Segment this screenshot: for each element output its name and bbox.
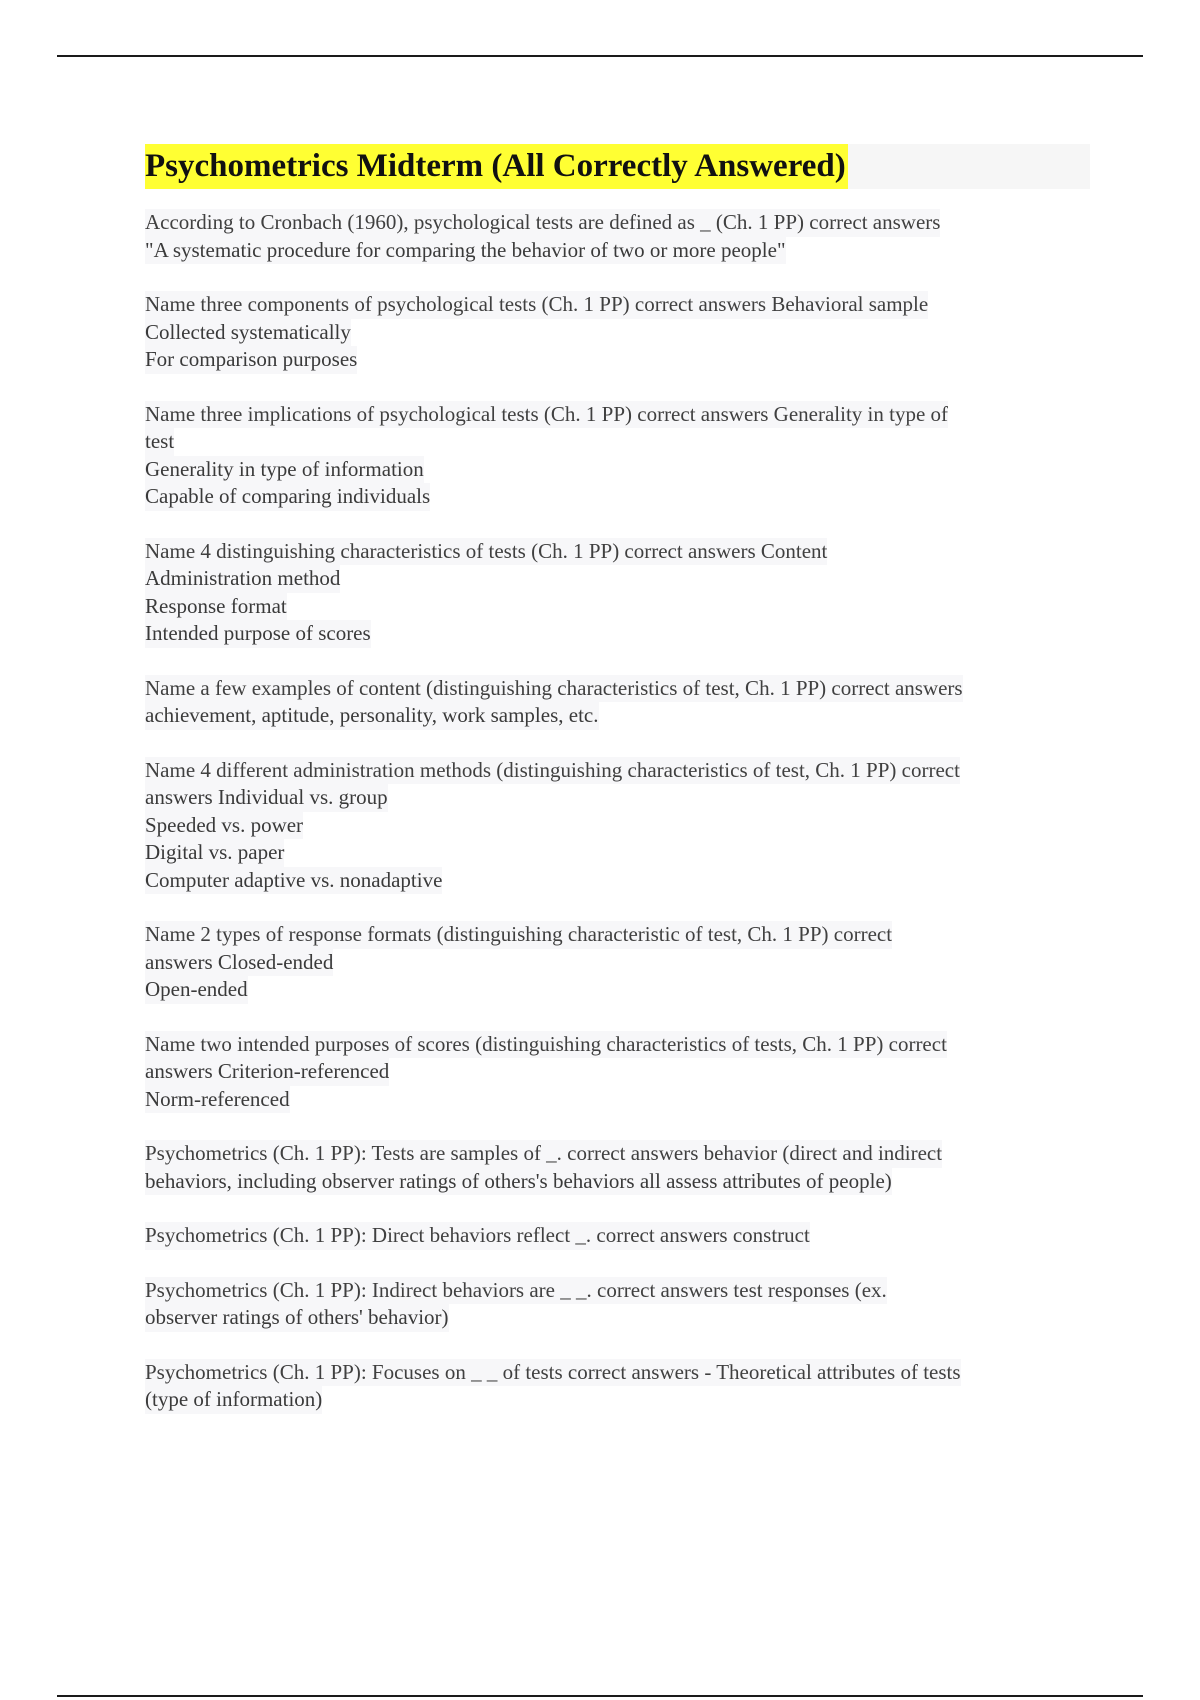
qa-item: [145, 757, 1090, 895]
qa-answer-line: Speeded vs. power: [145, 812, 303, 840]
qa-answer-line: test: [145, 428, 174, 456]
title-band: [145, 144, 1090, 189]
qa-answer-line: Digital vs. paper: [145, 839, 284, 867]
qa-answer-line: answers Individual vs. group: [145, 784, 388, 812]
qa-item: [145, 1277, 1090, 1332]
qa-item: [145, 1031, 1090, 1114]
qa-question-line: Name three implications of psychological tests (Ch. 1 PP) correct answers Generality in type of: [145, 401, 948, 429]
qa-item: [145, 921, 1090, 1004]
qa-answer-line: Norm-referenced: [145, 1086, 290, 1114]
qa-item: [145, 1222, 1090, 1250]
qa-question-line: Name a few examples of content (distinguishing characteristics of test, Ch. 1 PP) correct answers: [145, 675, 963, 703]
qa-answer-line: Collected systematically: [145, 319, 351, 347]
qa-list: [145, 209, 1090, 1414]
qa-question-line: Psychometrics (Ch. 1 PP): Tests are samples of _. correct answers behavior (direct and indirect: [145, 1140, 942, 1168]
qa-item: [145, 401, 1090, 511]
page-top-rule: [57, 55, 1143, 57]
qa-answer-line: behaviors, including observer ratings of others's behaviors all assess attributes of people): [145, 1168, 892, 1196]
document-title: Psychometrics Midterm (All Correctly Answered): [145, 144, 848, 189]
qa-question-line: Name 4 distinguishing characteristics of tests (Ch. 1 PP) correct answers Content: [145, 538, 827, 566]
qa-answer-line: Administration method: [145, 565, 340, 593]
qa-item: [145, 209, 1090, 264]
qa-answer-line: answers Criterion-referenced: [145, 1058, 389, 1086]
qa-answer-line: Intended purpose of scores: [145, 620, 371, 648]
qa-answer-line: Response format: [145, 593, 287, 621]
page-bottom-rule: [57, 1695, 1143, 1697]
qa-answer-line: For comparison purposes: [145, 346, 357, 374]
qa-item: [145, 291, 1090, 374]
qa-answer-line: observer ratings of others' behavior): [145, 1304, 449, 1332]
qa-question-line: Name 4 different administration methods (distinguishing characteristics of test, Ch. 1 PP) correct: [145, 757, 960, 785]
qa-question-line: Name three components of psychological tests (Ch. 1 PP) correct answers Behavioral sample: [145, 291, 928, 319]
qa-answer-line: (type of information): [145, 1386, 322, 1414]
qa-item: [145, 675, 1090, 730]
qa-answer-line: Capable of comparing individuals: [145, 483, 430, 511]
qa-item: [145, 1140, 1090, 1195]
qa-question-line: According to Cronbach (1960), psychological tests are defined as _ (Ch. 1 PP) correct answers: [145, 209, 940, 237]
qa-question-line: Name two intended purposes of scores (distinguishing characteristics of tests, Ch. 1 PP) correct: [145, 1031, 947, 1059]
document-body: [145, 144, 1090, 1441]
qa-question-line: Psychometrics (Ch. 1 PP): Direct behaviors reflect _. correct answers construct: [145, 1222, 810, 1250]
qa-item: [145, 1359, 1090, 1414]
qa-item: [145, 538, 1090, 648]
qa-answer-line: answers Closed-ended: [145, 949, 333, 977]
qa-question-line: Psychometrics (Ch. 1 PP): Focuses on _ _ of tests correct answers - Theoretical attributes of tests: [145, 1359, 961, 1387]
qa-question-line: Name 2 types of response formats (distinguishing characteristic of test, Ch. 1 PP) correct: [145, 921, 892, 949]
qa-question-line: Psychometrics (Ch. 1 PP): Indirect behaviors are _ _. correct answers test responses (ex.: [145, 1277, 887, 1305]
qa-answer-line: Open-ended: [145, 976, 248, 1004]
qa-answer-line: Computer adaptive vs. nonadaptive: [145, 867, 442, 895]
qa-answer-line: Generality in type of information: [145, 456, 424, 484]
qa-answer-line: achievement, aptitude, personality, work samples, etc.: [145, 702, 599, 730]
qa-answer-line: "A systematic procedure for comparing the behavior of two or more people": [145, 237, 786, 265]
